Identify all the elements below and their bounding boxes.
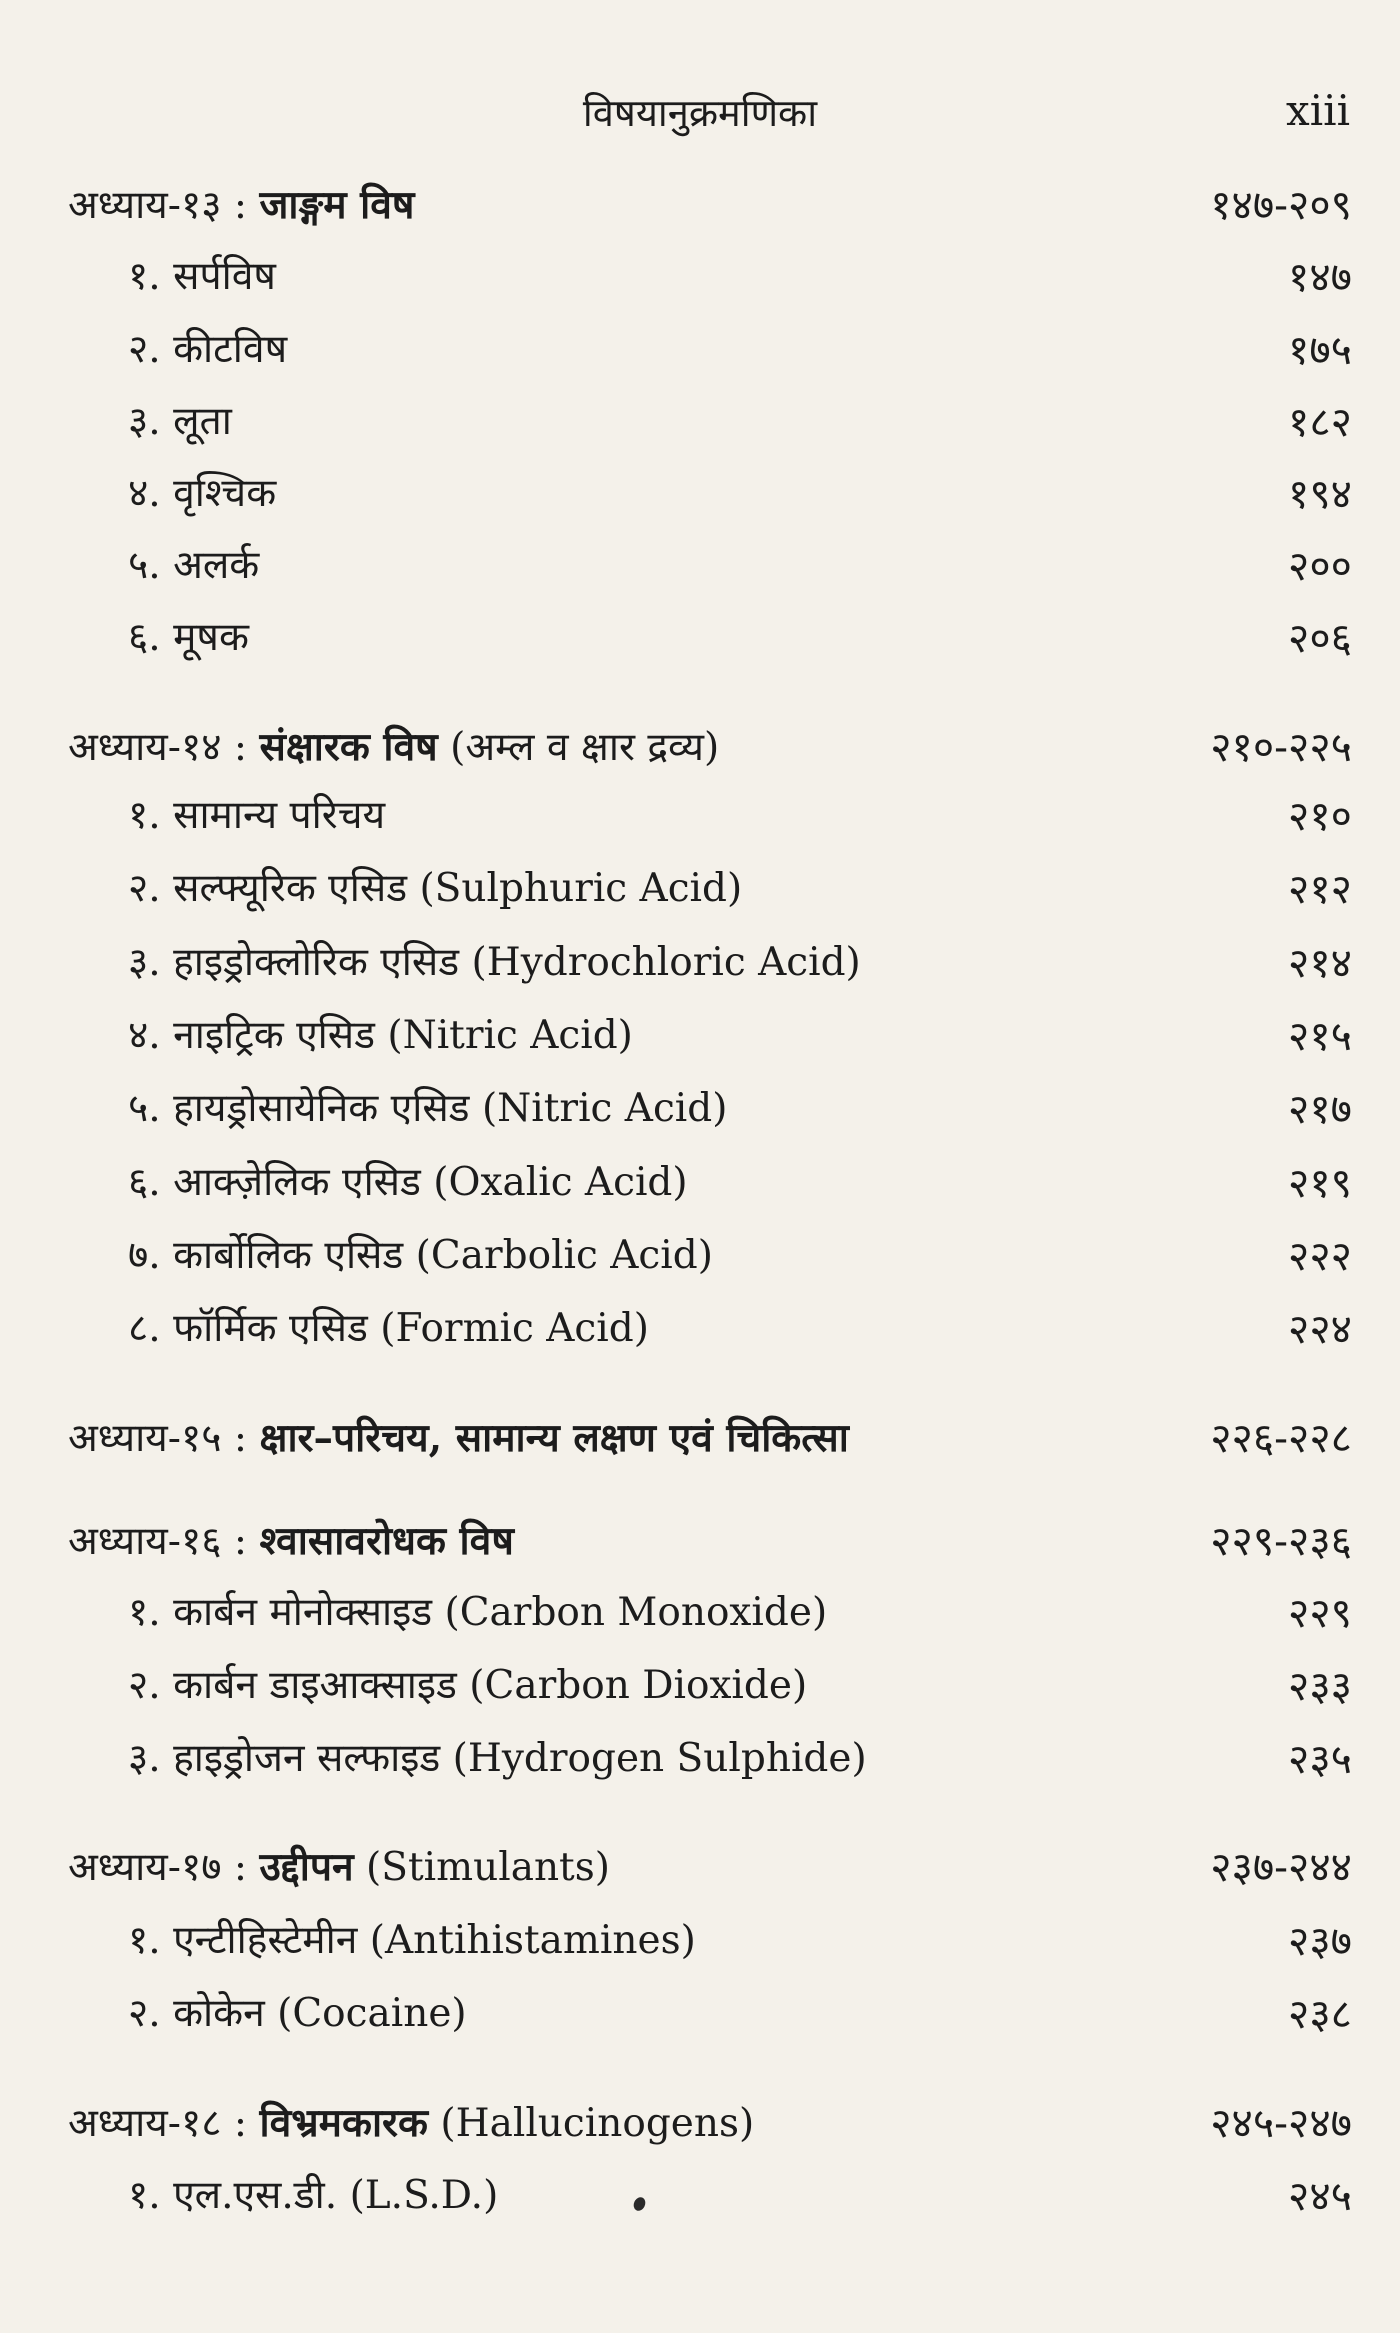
item-title: १. एन्टीहिस्टेमीन (Antihistamines) (128, 1918, 696, 1963)
toc-chapter-row (0, 717, 1400, 777)
item-title: ३. लूता (128, 399, 232, 444)
item-title: ६. आक्ज़ेलिक एसिड (Oxalic Acid) (128, 1160, 688, 1205)
toc-item-row (0, 392, 1400, 452)
toc-chapter-row (0, 2093, 1400, 2153)
toc-item-row (0, 1153, 1400, 1213)
item-page-number: १८२ (1288, 398, 1352, 446)
toc-item-row (0, 859, 1400, 919)
toc-item-row (0, 1656, 1400, 1716)
item-title: ४. नाइट्रिक एसिड (Nitric Acid) (128, 1013, 633, 1058)
item-title: ४. वृश्चिक (128, 471, 277, 516)
chapter-title: विभ्रमकारक (259, 2100, 428, 2146)
chapter-subtitle: (Stimulants) (353, 1845, 610, 1890)
item-page-number: २०० (1288, 542, 1352, 590)
item-title: २. सल्फ्यूरिक एसिड (Sulphuric Acid) (128, 866, 743, 911)
chapter-heading (68, 1837, 610, 1898)
toc-chapter-row (0, 175, 1400, 235)
chapter-number: अध्याय-१४ : (68, 725, 260, 770)
item-title: ८. फॉर्मिक एसिड (Formic Acid) (128, 1306, 649, 1351)
toc-item-row (0, 1226, 1400, 1286)
chapter-heading (68, 175, 414, 236)
toc-item-row (0, 247, 1400, 307)
item-title: ६. मूषक (128, 615, 249, 660)
toc-item-row (0, 933, 1400, 993)
chapter-page-range: २२६-२२८ (1210, 1414, 1352, 1462)
item-title: २. कीटविष (128, 327, 288, 372)
chapter-title: श्वासावरोधक विष (259, 1518, 514, 1564)
chapter-number: अध्याय-१७ : (68, 1845, 260, 1890)
item-page-number: २०६ (1288, 614, 1352, 662)
chapter-number: अध्याय-१३ : (68, 183, 260, 228)
item-page-number: २४५ (1288, 2172, 1352, 2220)
chapter-number: अध्याय-१८ : (68, 2101, 260, 2146)
item-page-number: २१२ (1288, 865, 1352, 913)
item-title: २. कोकेन (Cocaine) (128, 1991, 467, 2036)
chapter-page-range: २१०-२२५ (1210, 723, 1352, 771)
chapter-subtitle: (Hallucinogens) (427, 2101, 755, 2146)
item-page-number: १७५ (1288, 326, 1352, 374)
item-title: २. कार्बन डाइआक्साइड (Carbon Dioxide) (128, 1663, 808, 1708)
item-page-number: २३८ (1288, 1990, 1352, 2038)
chapter-title: जाङ्गम विष (259, 182, 415, 228)
chapter-title: क्षार–परिचय, सामान्य लक्षण एवं चिकित्सा (259, 1415, 849, 1461)
chapter-page-range: १४७-२०९ (1210, 181, 1352, 229)
chapter-page-range: २२९-२३६ (1210, 1517, 1352, 1565)
chapter-subtitle: (अम्ल व क्षार द्रव्य) (437, 725, 720, 770)
item-title: १. एल.एस.डी. (L.S.D.) (128, 2173, 499, 2218)
item-title: ३. हाइड्रोजन सल्फाइड (Hydrogen Sulphide) (128, 1736, 867, 1781)
item-page-number: २२९ (1288, 1589, 1352, 1637)
toc-item-row (0, 1729, 1400, 1789)
item-title: १. सर्पविष (128, 254, 276, 299)
toc-item-row (0, 608, 1400, 668)
item-page-number: १४७ (1288, 253, 1352, 301)
chapter-page-range: २३७-२४४ (1210, 1843, 1352, 1891)
item-title: ३. हाइड्रोक्लोरिक एसिड (Hydrochloric Acid) (128, 940, 861, 985)
item-page-number: २१९ (1288, 1159, 1352, 1207)
toc-item-row (0, 1079, 1400, 1139)
chapter-heading (68, 717, 719, 778)
item-page-number: २३३ (1288, 1662, 1352, 1710)
item-title: ७. कार्बोलिक एसिड (Carbolic Acid) (128, 1233, 713, 1278)
item-page-number: २१७ (1288, 1085, 1352, 1133)
toc-chapter-row (0, 1408, 1400, 1468)
page-number: xiii (1286, 86, 1350, 135)
item-title: ५. अलर्क (128, 543, 260, 588)
toc-chapter-row (0, 1837, 1400, 1897)
toc-item-row (0, 320, 1400, 380)
item-page-number: २३७ (1288, 1917, 1352, 1965)
toc-item-row (0, 2166, 1400, 2226)
item-title: ५. हायड्रोसायेनिक एसिड (Nitric Acid) (128, 1086, 728, 1131)
toc-item-row (0, 1299, 1400, 1359)
chapter-title: संक्षारक विष (259, 724, 438, 770)
item-page-number: २१४ (1288, 939, 1352, 987)
running-header-title: विषयानुक्रमणिका (582, 91, 818, 135)
chapter-heading (68, 2093, 754, 2154)
chapter-heading (68, 1408, 849, 1469)
item-title: १. सामान्य परिचय (128, 793, 386, 838)
item-title: १. कार्बन मोनोक्साइड (Carbon Monoxide) (128, 1590, 828, 1635)
chapter-number: अध्याय-१६ : (68, 1519, 260, 1564)
chapter-number: अध्याय-१५ : (68, 1416, 260, 1461)
toc-item-row (0, 786, 1400, 846)
toc-item-row (0, 1911, 1400, 1971)
chapter-title: उद्दीपन (259, 1844, 354, 1890)
chapter-page-range: २४५-२४७ (1210, 2099, 1352, 2147)
toc-item-row (0, 464, 1400, 524)
item-page-number: २२२ (1288, 1232, 1352, 1280)
toc-item-row (0, 1984, 1400, 2044)
item-page-number: २१० (1288, 792, 1352, 840)
toc-chapter-row (0, 1511, 1400, 1571)
item-page-number: २३५ (1288, 1735, 1352, 1783)
item-page-number: २१५ (1288, 1012, 1352, 1060)
toc-item-row (0, 536, 1400, 596)
item-page-number: २२४ (1288, 1305, 1352, 1353)
toc-item-row (0, 1006, 1400, 1066)
chapter-heading (68, 1511, 514, 1572)
toc-item-row (0, 1583, 1400, 1643)
item-page-number: १९४ (1288, 470, 1352, 518)
